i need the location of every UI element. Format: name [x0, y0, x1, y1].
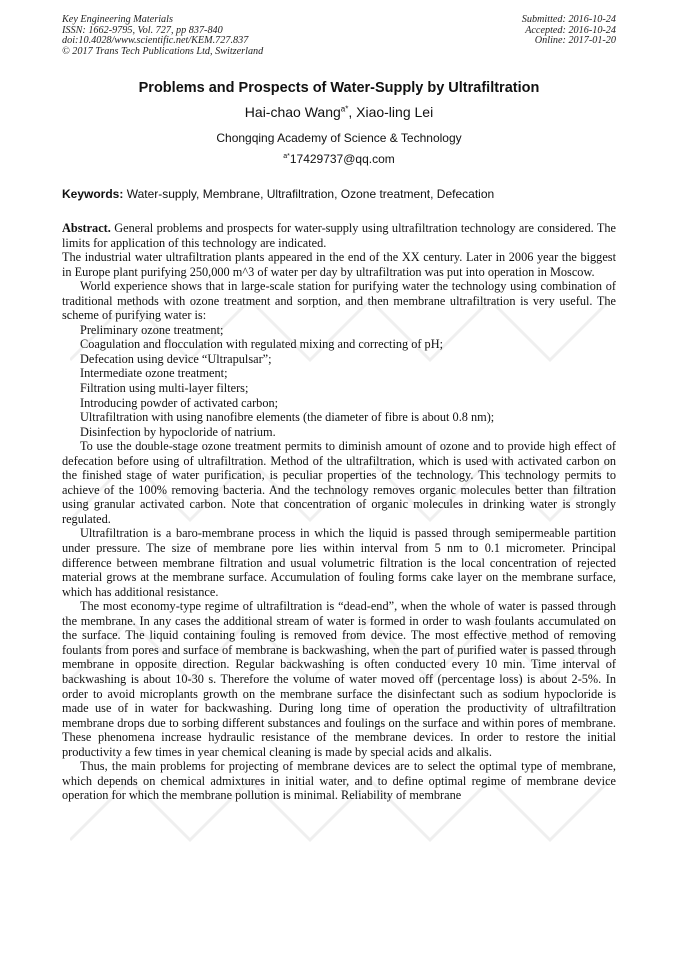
author-email	[0, 152, 678, 166]
paper-body	[62, 221, 616, 803]
list-item: Disinfection by hypocloride of natrium.	[80, 424, 276, 439]
list-item: Introducing powder of activated carbon;	[80, 395, 279, 410]
author-line	[0, 104, 678, 120]
submitted-date: Submitted: 2016-10-24	[521, 14, 616, 25]
affiliation: Chongqing Academy of Science & Technology	[216, 131, 462, 145]
journal-header-left	[62, 15, 263, 57]
author-superscript: a*	[340, 104, 349, 114]
body-paragraph: Thus, the main problems for projecting of membrane devices are to select the optimal type of membrane, which depends on chemical admixtures in initial water, and to define optimal regime of membrane device operation for which the membrane pollution is minimal. Reliability of membrane	[62, 759, 616, 803]
body-paragraph: World experience shows that in large-scale station for purifying water the technology using combination of traditional methods with ozone treatment and sorption, and then membrane ultrafiltration is very useful. The scheme of purifying water is:	[62, 279, 616, 323]
abstract-label: Abstract.	[62, 221, 111, 235]
author-name: Xiao-ling Lei	[356, 104, 434, 120]
journal-name: Key Engineering Materials	[62, 14, 173, 25]
keywords-text: Water-supply, Membrane, Ultrafiltration, Ozone treatment, Defecation	[123, 187, 495, 201]
abstract-paragraph	[62, 221, 616, 250]
body-paragraph: The most economy-type regime of ultrafiltration is “dead-end”, when the whole of water is passed through the membrane. In any cases the additional stream of water is formed in order to wash foulants accumulated on the surface. The liquid containing fouling is removed from device. The most effective method of removing foulants from pores and surface of membrane is backwashing, when the part of purified water is passed through membrane in opposite direction. Regular backwashing is often conducted every 10 min. Time interval of backwashing is about 10-30 s. Therefore the volume of water moved off (percentage loss) is about 2-5%. In order to avoid microplants growth on the membrane surface the disinfectant such as sodium hypocloride is made use of in water for backwashing. During long time of operation the productivity of ultrafiltration membrane drops due to sorbing different substances and foulings on the surface and within pores of membrane. These phenomena increase hydraulic resistance of the membrane devices. In order to restore the initial productivity a few times in year chemical cleaning is made by special acids and alkalis.	[62, 599, 616, 759]
list-item: Intermediate ozone treatment;	[80, 366, 228, 381]
paper-title: Problems and Prospects of Water-Supply by Ultrafiltration	[138, 80, 540, 96]
author-separator: ,	[348, 104, 357, 120]
keywords-label: Keywords:	[62, 187, 124, 201]
issn-line: ISSN: 1662-9795, Vol. 727, pp 837-840	[62, 24, 223, 36]
accepted-date: Accepted: 2016-10-24	[525, 24, 616, 36]
list-item: Filtration using multi-layer filters;	[80, 381, 249, 396]
body-paragraph: Ultrafiltration is a baro-membrane process in which the liquid is passed through semipermeable partition under pressure. The size of membrane pore lies within interval from 5 nm to 0.1 micrometer. Principal difference between membrane filtration and usual volumetric filtration is the local concentration of rejected material grows at the membrane surface. Accumulation of fouling forms cake layer on the membrane surface, which has additional resistance.	[62, 526, 616, 599]
keywords-line	[62, 187, 616, 201]
abstract-text: General problems and prospects for water-supply using ultrafiltration technology are considered. The limits for application of this technology are indicated.	[62, 221, 616, 250]
online-date: Online: 2017-01-20	[534, 35, 616, 47]
body-paragraph: The industrial water ultrafiltration plants appeared in the end of the XX century. Later in 2006 year the biggest in Europe plant purifying 250,000 m^3 of water per day by ultrafiltration was put into operation in Moscow.	[62, 250, 616, 279]
journal-header-right	[522, 15, 616, 47]
email-superscript: a*	[283, 153, 290, 160]
list-item: Coagulation and flocculation with regulated mixing and correcting of pH;	[80, 337, 443, 352]
list-item: Preliminary ozone treatment;	[80, 322, 224, 337]
email-address[interactable]: 17429737@qq.com	[289, 152, 395, 166]
body-paragraph: To use the double-stage ozone treatment permits to diminish amount of ozone and to provide high effect of defecation before using of ultrafiltration. Method of the ultrafiltration, which is used with activated carbon on the finished stage of water purification, is peculiar properties of the technology. This technology permits to achieve of the 100% removing bacteria. And the technology removes organic molecules better than filtration using granular activated carbon. Note that concentration of organic molecules in drinking water is strongly regulated.	[62, 439, 616, 526]
list-item: Defecation using device “Ultrapulsar”;	[80, 351, 272, 366]
list-item: Ultrafiltration with using nanofibre elements (the diameter of fibre is about 0.8 nm);	[80, 410, 495, 425]
author-name: Hai-chao Wang	[244, 104, 341, 120]
copyright-line: © 2017 Trans Tech Publications Ltd, Switzerland	[62, 45, 264, 57]
doi-line[interactable]: doi:10.4028/www.scientific.net/KEM.727.837	[62, 35, 249, 47]
